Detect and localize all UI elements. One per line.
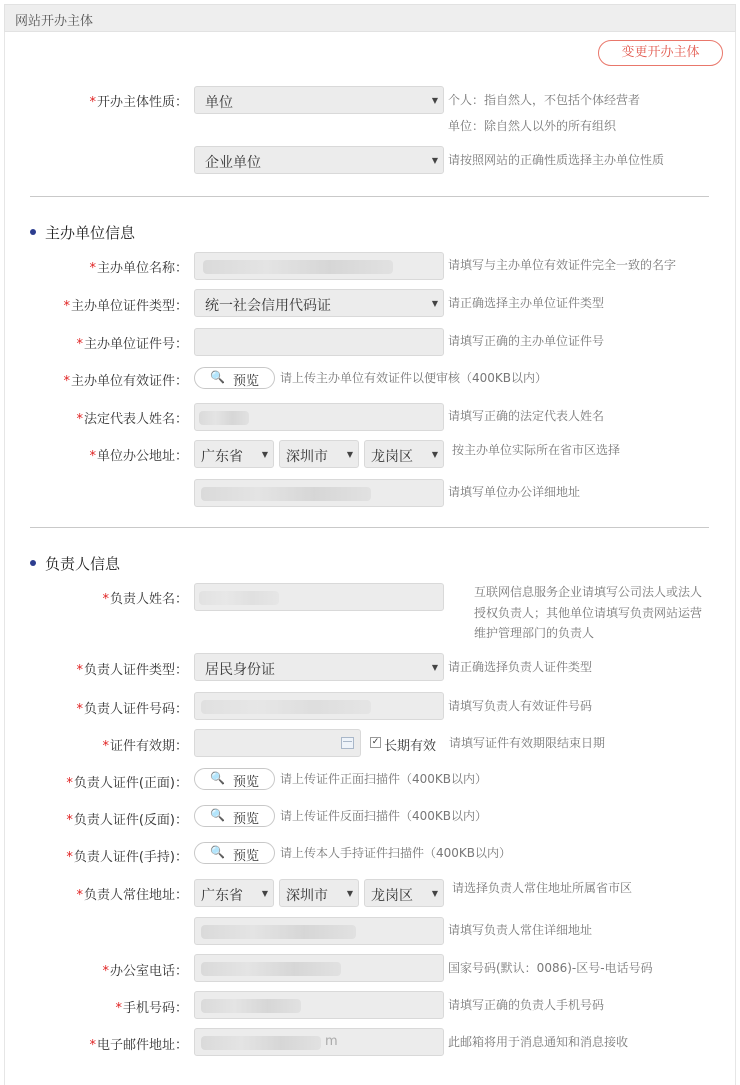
search-icon: 🔍 [210, 845, 225, 859]
hold-cert-preview-button[interactable]: 🔍 预览 [194, 842, 275, 864]
hold-cert-hint: 请上传本人手持证件扫描件（400KB以内） [280, 846, 512, 860]
org-addr-detail-input[interactable] [194, 479, 444, 507]
org-addr-hint: 按主办单位实际所在省市区选择 [452, 443, 621, 457]
org-city-select[interactable]: 深圳市 ▼ [279, 440, 359, 468]
org-addr-label: *单位办公地址： [89, 449, 188, 464]
redacted-value [201, 1036, 321, 1050]
back-cert-preview-button[interactable]: 🔍 预览 [194, 805, 275, 827]
org-cert-type-value: 统一社会信用代码证 [205, 298, 331, 314]
office-phone-input[interactable] [194, 954, 444, 982]
org-cert-file-label: *主办单位有效证件： [63, 374, 188, 389]
org-cert-type-hint: 请正确选择主办单位证件类型 [448, 296, 605, 310]
office-phone-hint: 国家号码(默认：0086)-区号-电话号码 [448, 961, 653, 975]
person-cert-type-select[interactable] [194, 653, 444, 681]
search-icon: 🔍 [210, 808, 225, 822]
person-name-hint-line2: 授权负责人；其他单位请填写负责网站运营 [474, 606, 703, 620]
chevron-down-icon: ▼ [346, 450, 353, 459]
person-name-hint-line1: 互联网信息服务企业请填写公司法人或法人 [474, 585, 703, 599]
mobile-label: *手机号码： [115, 1001, 188, 1016]
nature-value: 单位 [205, 95, 233, 111]
hold-cert-label: *负责人证件(手持)： [66, 850, 188, 865]
chevron-down-icon: ▼ [346, 889, 353, 898]
redacted-value [201, 925, 356, 939]
org-nature-value: 企业单位 [205, 155, 261, 171]
person-cert-type-label: *负责人证件类型： [76, 663, 188, 678]
org-cert-no-hint: 请填写正确的主办单位证件号 [448, 334, 605, 348]
checkbox-icon[interactable]: ✓ [371, 737, 380, 747]
redacted-value [201, 962, 341, 976]
org-province-select[interactable]: 广东省 ▼ [194, 440, 274, 468]
front-cert-label: *负责人证件(正面)： [66, 776, 188, 791]
org-cert-type-label: *主办单位证件类型： [63, 299, 188, 314]
org-cert-no-label: *主办单位证件号： [76, 337, 188, 352]
validity-date-input[interactable] [194, 729, 361, 757]
redacted-value [201, 700, 371, 714]
chevron-down-icon: ▼ [261, 889, 268, 898]
org-cert-preview-button[interactable]: 🔍 预览 [194, 367, 275, 389]
change-subject-button[interactable]: 变更开办主体 [598, 40, 723, 66]
person-city-select[interactable]: 深圳市 ▼ [279, 879, 359, 907]
person-addr-detail-hint: 请填写负责人常住详细地址 [448, 923, 593, 937]
chevron-down-icon: ▼ [431, 889, 438, 898]
validity-label: *证件有效期： [102, 739, 188, 754]
nature-hint-2: 单位：除自然人以外的所有组织 [448, 119, 617, 133]
chevron-down-icon: ▼ [431, 299, 438, 308]
chevron-down-icon: ▼ [431, 96, 438, 105]
back-cert-hint: 请上传证件反面扫描件（400KB以内） [280, 809, 488, 823]
nature-hint-1: 个人：指自然人，不包括个体经营者 [448, 93, 641, 107]
redacted-value [199, 591, 279, 605]
mobile-hint: 请填写正确的负责人手机号码 [448, 998, 605, 1012]
person-province-select[interactable]: 广东省 ▼ [194, 879, 274, 907]
mobile-input[interactable] [194, 991, 444, 1019]
calendar-icon[interactable] [341, 737, 354, 749]
back-cert-label: *负责人证件(反面)： [66, 813, 188, 828]
email-label: *电子邮件地址： [89, 1038, 188, 1053]
nature-label: *开办主体性质： [89, 95, 188, 110]
org-cert-file-hint: 请上传主办单位有效证件以便审核（400KB以内） [280, 371, 548, 385]
person-cert-no-label: *负责人证件号码： [76, 702, 188, 717]
front-cert-preview-button[interactable]: 🔍 预览 [194, 768, 275, 790]
chevron-down-icon: ▼ [261, 450, 268, 459]
person-cert-type-hint: 请正确选择负责人证件类型 [448, 660, 593, 674]
person-addr-detail-input[interactable] [194, 917, 444, 945]
search-icon: 🔍 [210, 771, 225, 785]
person-name-label: *负责人姓名： [102, 592, 188, 607]
divider [30, 196, 709, 197]
search-icon: 🔍 [210, 370, 225, 384]
email-input[interactable] [194, 1028, 444, 1056]
validity-hint: 请填写证件有效期限结束日期 [449, 736, 606, 750]
person-cert-no-hint: 请填写负责人有效证件号码 [448, 699, 593, 713]
person-cert-type-value: 居民身份证 [205, 662, 275, 678]
redacted-value [199, 411, 249, 425]
divider [30, 527, 709, 528]
chevron-down-icon: ▼ [431, 663, 438, 672]
person-section-title: 负责人信息 [30, 553, 120, 574]
bullet-icon [30, 229, 36, 235]
office-phone-label: *办公室电话： [102, 964, 188, 979]
long-term-label[interactable]: 长期有效 [384, 739, 437, 754]
front-cert-hint: 请上传证件正面扫描件（400KB以内） [280, 772, 488, 786]
org-name-label: *主办单位名称： [89, 261, 188, 276]
legal-rep-hint: 请填写正确的法定代表人姓名 [448, 409, 605, 423]
section-header [4, 4, 736, 32]
chevron-down-icon: ▼ [431, 156, 438, 165]
section-title: 网站开办主体 [15, 14, 94, 29]
person-cert-no-input[interactable] [194, 692, 444, 720]
redacted-value [201, 999, 301, 1013]
legal-rep-input[interactable] [194, 403, 444, 431]
org-nature-select[interactable] [194, 146, 444, 174]
org-name-input[interactable] [194, 252, 444, 280]
org-name-hint: 请填写与主办单位有效证件完全一致的名字 [448, 258, 677, 272]
email-hint: 此邮箱将用于消息通知和消息接收 [448, 1035, 629, 1049]
person-addr-label: *负责人常住地址： [76, 888, 188, 903]
person-district-select[interactable]: 龙岗区 ▼ [364, 879, 444, 907]
org-nature-hint: 请按照网站的正确性质选择主办单位性质 [448, 153, 665, 167]
nature-select[interactable] [194, 86, 444, 114]
redacted-value [203, 260, 393, 274]
org-cert-type-select[interactable] [194, 289, 444, 317]
person-name-hint-line3: 维护管理部门的负责人 [474, 626, 595, 640]
person-name-input[interactable] [194, 583, 444, 611]
org-section-title: 主办单位信息 [30, 222, 135, 243]
bullet-icon [30, 560, 36, 566]
org-addr-detail-hint: 请填写单位办公详细地址 [448, 485, 581, 499]
legal-rep-label: *法定代表人姓名： [76, 412, 188, 427]
org-cert-no-input[interactable] [194, 328, 444, 356]
chevron-down-icon: ▼ [431, 450, 438, 459]
email-tail: m [325, 1034, 338, 1049]
org-district-select[interactable]: 龙岗区 ▼ [364, 440, 444, 468]
redacted-value [201, 487, 371, 501]
person-addr-hint: 请选择负责人常住地址所属省市区 [452, 881, 633, 895]
